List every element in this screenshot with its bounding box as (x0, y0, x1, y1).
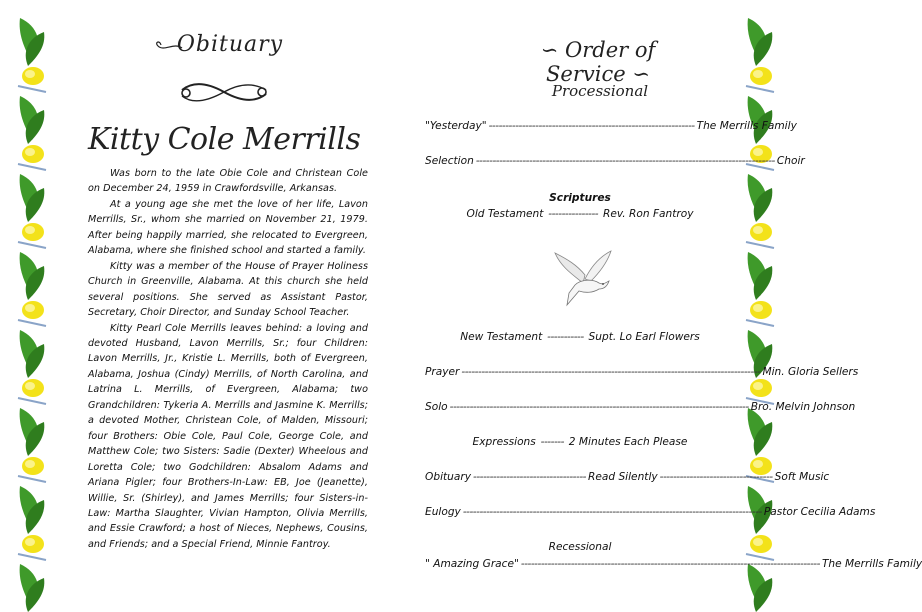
leader-dots: ------- (537, 436, 567, 448)
processional-heading: Processional (551, 82, 649, 100)
leader-dots: ------------------------------------------------------------------------------------------ (461, 366, 761, 378)
lily-flower (753, 226, 763, 234)
service-item: New Testament ----------- Supt. Lo Earl Flowers (460, 331, 700, 343)
ribbon (746, 86, 774, 92)
obituary-text (88, 166, 368, 552)
lily-flower (25, 382, 35, 390)
lily-flower (25, 538, 35, 546)
lily-border-left (18, 18, 46, 608)
leader-dots: ---------------------------------- (659, 471, 773, 483)
service-item: Obituary ---------------------------------- Read Silently ---------------------------------- Soft Music (425, 471, 830, 483)
bio-paragraph: At a young age she met the love of her life, Lavon Merrills, Sr., whom she married on November 21, 1979. After being happily married, she relocated to Evergreen, Alabama, where she finished school and started a family. (88, 198, 368, 257)
service-item: Expressions ------- 2 Minutes Each Please (472, 436, 688, 448)
ribbon (746, 242, 774, 248)
service-item: Prayer ------------------------------------------------------------------------------------------ Min. Gloria Sellers (425, 366, 859, 378)
ribbon (18, 86, 46, 92)
service-item: Old Testament --------------- Rev. Ron Fantroy (466, 208, 694, 220)
lily-border-right (746, 18, 774, 608)
service-item: Solo ------------------------------------------------------------------------------------------ Bro. Melvin Johnson (425, 401, 856, 413)
ribbon (18, 164, 46, 170)
deceased-name: Kitty Cole Merrills (88, 122, 361, 157)
bio-paragraph: Kitty Pearl Cole Merrills leaves behind: a loving and devoted Husband, Lavon Merrills, Sr.; four Children: Lavon Merrills, Jr., Kristie L. Merrills, both of Evergreen, Alabama, Joshua (Cindy) Merrills, of North Carolina, and Latrina L. Merrills, of Evergreen, Alabama; two Grandchildren: Tykeria A. Merrills and Jasmine K. Merrills; a devoted Mother, Christean Cole, of Malden, Missouri; four Brothers: Obie Cole, Paul Cole, George Cole, and Matthew Cole; two Sisters: Sadie (Dexter) Wheelous and Loretta Cole; two Godchildren: Absalom Adams and Ariana Pigler; four Brothers-In-Law: EB, Joe (Jeanette), Willie, Sr. (Shirley), and James Merrills; four Sisters-in-Law: Martha Slaughter, Vivian Hampton, Olivia Merrills, and Essie Crawford; a host of Nieces, Nephews, Cousins, and Friends; and a Special Friend, Minnie Fantroy. (88, 322, 368, 550)
bio-paragraph: Kitty was a member of the House of Prayer Holiness Church in Greenville, Alabama. At this church she held several positions. She served as Assistant Pastor, Secretary, Choir Director, and Sunday School Teacher. (88, 260, 368, 319)
lily-flower (25, 226, 35, 234)
lily-flower (25, 304, 35, 312)
recessional-title: Recessional (548, 541, 612, 553)
lily-flower (753, 304, 763, 312)
ribbon (18, 554, 46, 560)
bio-paragraph: Was born to the late Obie Cole and Christean Cole on December 24, 1959 in Crawfordsville, Arkansas. (88, 168, 368, 195)
leader-dots: --------------- (545, 208, 601, 220)
order-of-service-heading: ∽ Order of Service ∽ (540, 38, 656, 86)
lily-flower (753, 382, 763, 390)
service-item: " Amazing Grace" ------------------------------------------------------------------------------------------ The Merrills Family (425, 558, 922, 570)
leader-dots: ----------- (544, 331, 587, 343)
ribbon (18, 242, 46, 248)
ribbon (18, 320, 46, 326)
leader-dots: ------------------------------------------------------------------------------------------ (449, 401, 749, 413)
obituary-heading: Obituary (176, 32, 284, 57)
scroll-ornament-icon (178, 80, 270, 106)
lily-flower (25, 148, 35, 156)
dove-icon (553, 249, 617, 309)
service-item: Eulogy ------------------------------------------------------------------------------------------ Pastor Cecilia Adams (425, 506, 876, 518)
lily-flower (25, 460, 35, 468)
flourish-icon: ∽ (625, 62, 650, 86)
lily-flower (25, 70, 35, 78)
scriptures-title: Scriptures (549, 192, 611, 204)
leader-dots: ------------------------------------------------------------------------------------------ (475, 155, 775, 167)
ribbon (18, 398, 46, 404)
ribbon (746, 320, 774, 326)
ribbon (18, 476, 46, 482)
service-item: "Yesterday" -------------------------------------------------------------- The Merrills Family (425, 120, 797, 132)
leader-dots: ------------------------------------------------------------------------------------------ (462, 506, 762, 518)
service-item: Selection ------------------------------------------------------------------------------------------ Choir (425, 155, 805, 167)
leader-dots: ------------------------------------------------------------------------------------------ (520, 558, 820, 570)
lily-flower (753, 538, 763, 546)
flourish-icon: ∽ (540, 38, 565, 62)
lily-flower (753, 70, 763, 78)
leader-dots: ---------------------------------- (473, 471, 586, 483)
lily-flower (753, 460, 763, 468)
leader-dots: -------------------------------------------------------------- (488, 120, 695, 132)
